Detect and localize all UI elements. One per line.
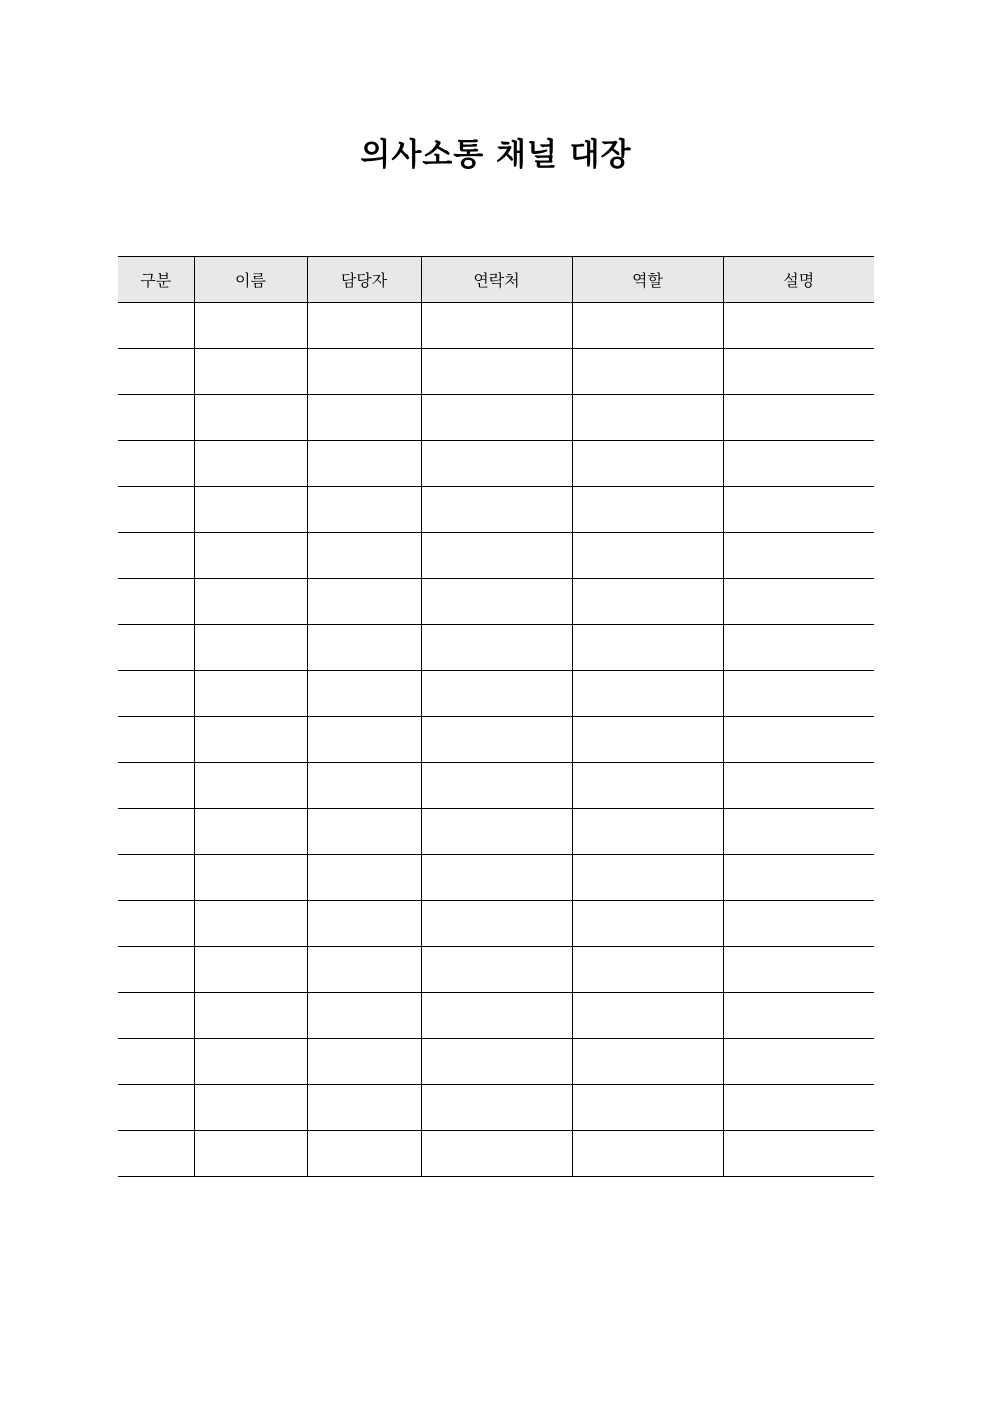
cell-contact[interactable]	[421, 487, 572, 533]
cell-person-in-charge[interactable]	[307, 533, 421, 579]
table-row	[118, 533, 874, 579]
page-title: 의사소통 채널 대장	[360, 137, 632, 173]
cell-name[interactable]	[194, 533, 307, 579]
communication-channel-table	[118, 256, 874, 1177]
cell-role[interactable]	[572, 717, 723, 763]
table-row	[118, 671, 874, 717]
table-row	[118, 947, 874, 993]
column-header-description: 설명	[723, 257, 874, 303]
table-row	[118, 303, 874, 349]
table-row	[118, 395, 874, 441]
cell-role[interactable]	[572, 395, 723, 441]
cell-person-in-charge[interactable]	[307, 303, 421, 349]
cell-person-in-charge[interactable]	[307, 717, 421, 763]
table-row	[118, 1085, 874, 1131]
cell-contact[interactable]	[421, 441, 572, 487]
cell-description[interactable]	[723, 947, 874, 993]
cell-category[interactable]	[118, 533, 194, 579]
cell-name[interactable]	[194, 625, 307, 671]
cell-name[interactable]	[194, 579, 307, 625]
cell-category[interactable]	[118, 947, 194, 993]
cell-category[interactable]	[118, 717, 194, 763]
cell-name[interactable]	[194, 993, 307, 1039]
cell-role[interactable]	[572, 763, 723, 809]
cell-role[interactable]	[572, 993, 723, 1039]
cell-role[interactable]	[572, 901, 723, 947]
cell-contact[interactable]	[421, 395, 572, 441]
cell-person-in-charge[interactable]	[307, 487, 421, 533]
table-row	[118, 579, 874, 625]
cell-name[interactable]	[194, 303, 307, 349]
cell-description[interactable]	[723, 855, 874, 901]
cell-name[interactable]	[194, 487, 307, 533]
cell-role[interactable]	[572, 947, 723, 993]
cell-category[interactable]	[118, 763, 194, 809]
table-row	[118, 809, 874, 855]
cell-description[interactable]	[723, 579, 874, 625]
cell-contact[interactable]	[421, 717, 572, 763]
cell-contact[interactable]	[421, 1131, 572, 1177]
cell-description[interactable]	[723, 901, 874, 947]
cell-description[interactable]	[723, 441, 874, 487]
cell-name[interactable]	[194, 901, 307, 947]
cell-name[interactable]	[194, 1085, 307, 1131]
cell-contact[interactable]	[421, 763, 572, 809]
table-row	[118, 855, 874, 901]
cell-name[interactable]	[194, 671, 307, 717]
cell-contact[interactable]	[421, 1039, 572, 1085]
cell-name[interactable]	[194, 855, 307, 901]
cell-role[interactable]	[572, 533, 723, 579]
cell-category[interactable]	[118, 671, 194, 717]
cell-category[interactable]	[118, 303, 194, 349]
column-header-contact: 연락처	[421, 257, 572, 303]
cell-description[interactable]	[723, 717, 874, 763]
cell-role[interactable]	[572, 1131, 723, 1177]
cell-category[interactable]	[118, 625, 194, 671]
cell-role[interactable]	[572, 855, 723, 901]
cell-role[interactable]	[572, 1039, 723, 1085]
cell-category[interactable]	[118, 809, 194, 855]
cell-name[interactable]	[194, 809, 307, 855]
table-row	[118, 901, 874, 947]
table-row	[118, 487, 874, 533]
cell-category[interactable]	[118, 993, 194, 1039]
cell-category[interactable]	[118, 1131, 194, 1177]
cell-contact[interactable]	[421, 1085, 572, 1131]
cell-contact[interactable]	[421, 809, 572, 855]
cell-person-in-charge[interactable]	[307, 1039, 421, 1085]
cell-category[interactable]	[118, 901, 194, 947]
table-header-row	[118, 257, 874, 303]
cell-person-in-charge[interactable]	[307, 579, 421, 625]
cell-contact[interactable]	[421, 993, 572, 1039]
cell-description[interactable]	[723, 303, 874, 349]
cell-person-in-charge[interactable]	[307, 1085, 421, 1131]
cell-description[interactable]	[723, 993, 874, 1039]
cell-description[interactable]	[723, 1039, 874, 1085]
column-header-category: 구분	[118, 257, 194, 303]
cell-role[interactable]	[572, 1085, 723, 1131]
cell-description[interactable]	[723, 349, 874, 395]
cell-description[interactable]	[723, 1131, 874, 1177]
table-row	[118, 717, 874, 763]
cell-person-in-charge[interactable]	[307, 901, 421, 947]
cell-category[interactable]	[118, 1039, 194, 1085]
table-row	[118, 763, 874, 809]
cell-category[interactable]	[118, 441, 194, 487]
cell-description[interactable]	[723, 625, 874, 671]
table-row	[118, 1131, 874, 1177]
column-header-role: 역할	[572, 257, 723, 303]
cell-role[interactable]	[572, 349, 723, 395]
cell-description[interactable]	[723, 395, 874, 441]
cell-person-in-charge[interactable]	[307, 763, 421, 809]
cell-description[interactable]	[723, 671, 874, 717]
cell-role[interactable]	[572, 625, 723, 671]
cell-contact[interactable]	[421, 533, 572, 579]
cell-contact[interactable]	[421, 349, 572, 395]
cell-name[interactable]	[194, 395, 307, 441]
cell-name[interactable]	[194, 717, 307, 763]
cell-description[interactable]	[723, 487, 874, 533]
cell-role[interactable]	[572, 441, 723, 487]
table-row	[118, 993, 874, 1039]
cell-person-in-charge[interactable]	[307, 947, 421, 993]
cell-contact[interactable]	[421, 901, 572, 947]
cell-name[interactable]	[194, 1131, 307, 1177]
cell-role[interactable]	[572, 809, 723, 855]
cell-name[interactable]	[194, 947, 307, 993]
cell-name[interactable]	[194, 763, 307, 809]
table-row	[118, 349, 874, 395]
cell-person-in-charge[interactable]	[307, 349, 421, 395]
cell-description[interactable]	[723, 1085, 874, 1131]
table-row	[118, 441, 874, 487]
cell-name[interactable]	[194, 1039, 307, 1085]
cell-category[interactable]	[118, 579, 194, 625]
cell-role[interactable]	[572, 487, 723, 533]
table-row	[118, 625, 874, 671]
cell-contact[interactable]	[421, 947, 572, 993]
column-header-person-in-charge: 담당자	[307, 257, 421, 303]
cell-person-in-charge[interactable]	[307, 395, 421, 441]
cell-category[interactable]	[118, 1085, 194, 1131]
cell-description[interactable]	[723, 533, 874, 579]
cell-contact[interactable]	[421, 855, 572, 901]
table-body	[118, 303, 874, 1177]
cell-person-in-charge[interactable]	[307, 1131, 421, 1177]
cell-description[interactable]	[723, 809, 874, 855]
cell-person-in-charge[interactable]	[307, 625, 421, 671]
cell-person-in-charge[interactable]	[307, 671, 421, 717]
cell-contact[interactable]	[421, 625, 572, 671]
cell-contact[interactable]	[421, 579, 572, 625]
cell-contact[interactable]	[421, 303, 572, 349]
cell-role[interactable]	[572, 303, 723, 349]
cell-person-in-charge[interactable]	[307, 441, 421, 487]
table-row	[118, 1039, 874, 1085]
cell-category[interactable]	[118, 349, 194, 395]
cell-description[interactable]	[723, 763, 874, 809]
cell-person-in-charge[interactable]	[307, 855, 421, 901]
cell-person-in-charge[interactable]	[307, 809, 421, 855]
cell-role[interactable]	[572, 671, 723, 717]
cell-contact[interactable]	[421, 671, 572, 717]
cell-category[interactable]	[118, 855, 194, 901]
cell-category[interactable]	[118, 395, 194, 441]
cell-person-in-charge[interactable]	[307, 993, 421, 1039]
cell-name[interactable]	[194, 441, 307, 487]
column-header-name: 이름	[194, 257, 307, 303]
cell-name[interactable]	[194, 349, 307, 395]
cell-category[interactable]	[118, 487, 194, 533]
cell-role[interactable]	[572, 579, 723, 625]
